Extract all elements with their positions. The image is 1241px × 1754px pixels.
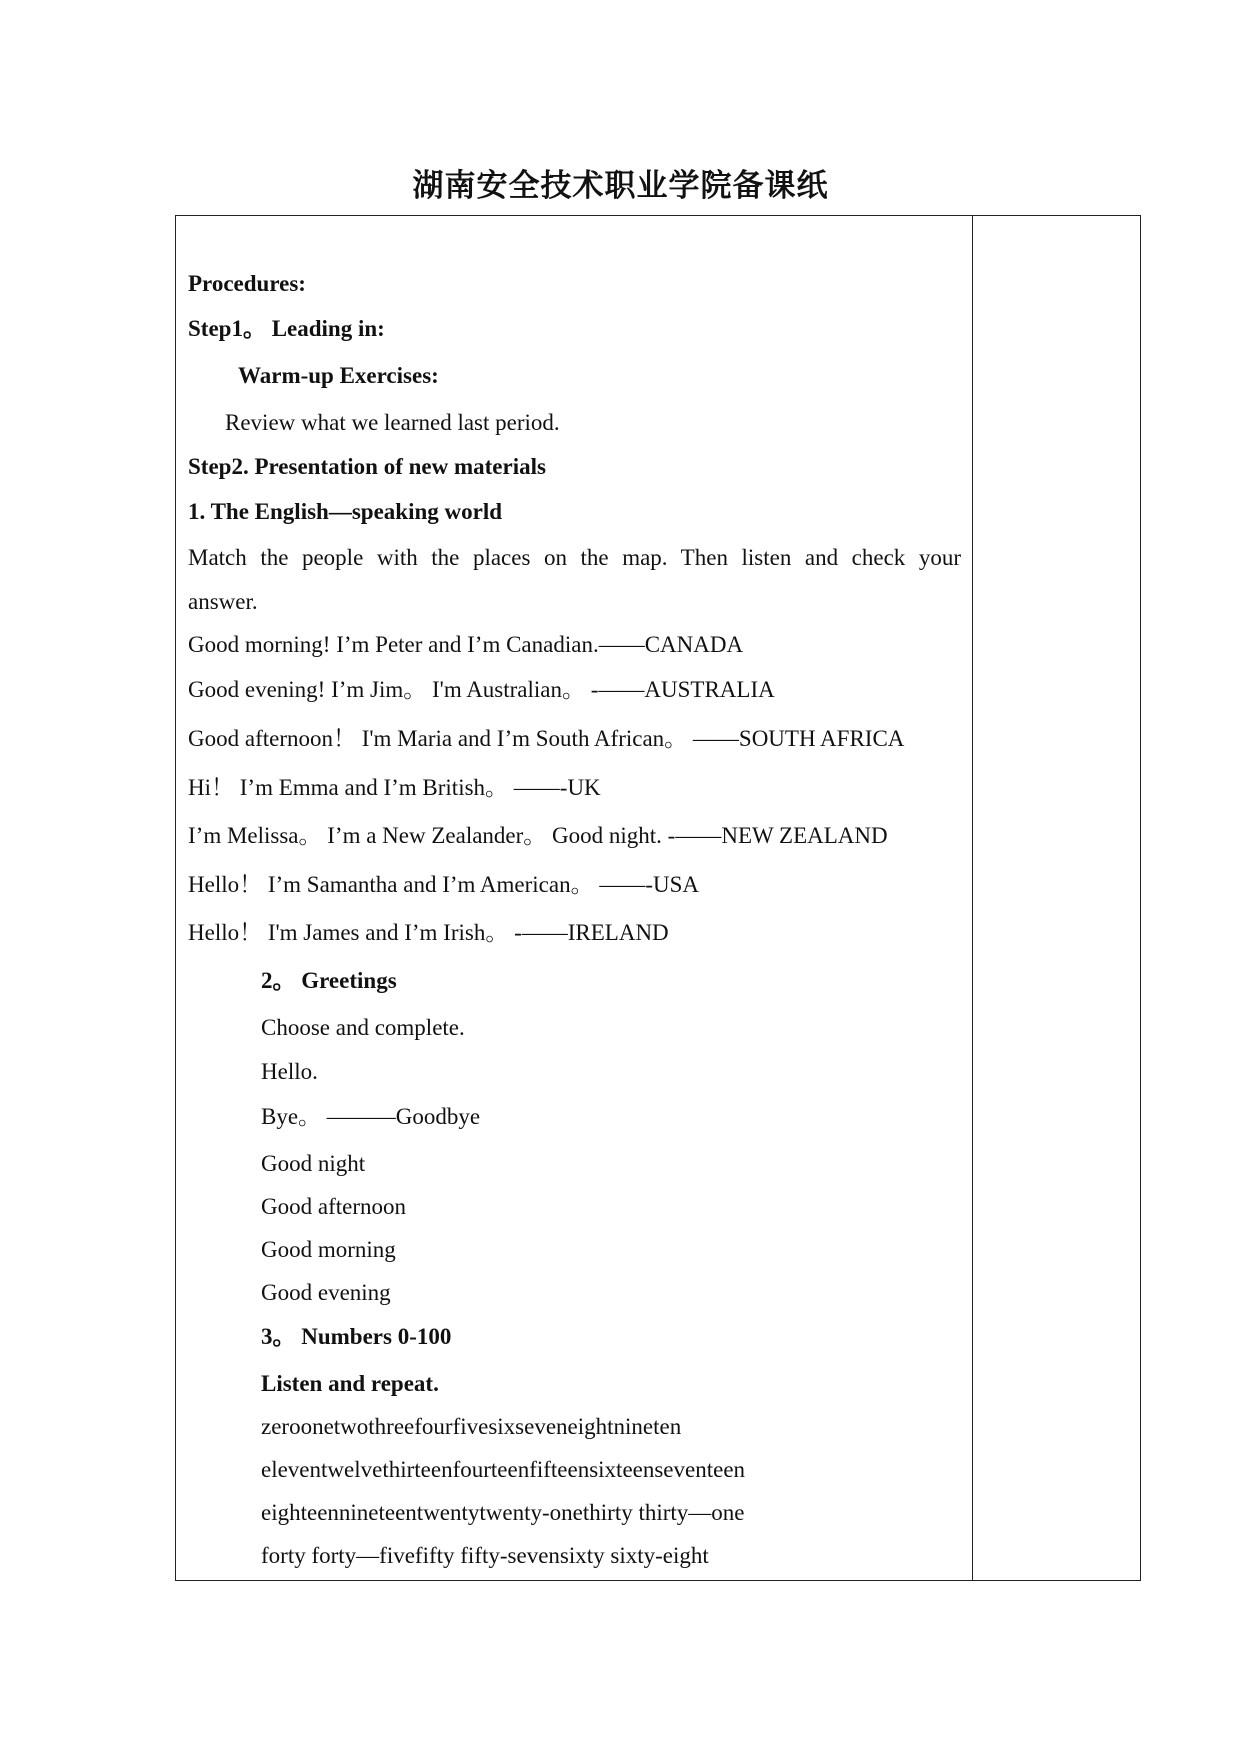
greeting-item: Good night: [261, 1151, 366, 1176]
example-sentence: Good afternoon！ I'm Maria and I’m South African。 ——SOUTH AFRICA: [188, 726, 905, 751]
step2-heading: Step2. Presentation of new materials: [188, 454, 546, 479]
section1-heading: 1. The English—speaking world: [188, 499, 503, 524]
numbers-line: forty forty—fivefifty fifty-sevensixty sixty-eight: [261, 1543, 709, 1568]
greeting-item: Good afternoon: [261, 1194, 406, 1219]
greeting-item: Hello.: [261, 1059, 318, 1084]
review-text: Review what we learned last period.: [225, 410, 560, 435]
numbers-line: eighteennineteentwentytwenty-onethirty thirty—one: [261, 1500, 745, 1525]
example-sentence: Hello！ I'm James and I’m Irish。 -——IRELAND: [188, 920, 669, 945]
numbers-line: eleventwelvethirteenfourteenfifteensixteenseventeen: [261, 1457, 746, 1482]
choose-instruction: Choose and complete.: [261, 1015, 465, 1040]
listen-instruction: Listen and repeat.: [261, 1371, 439, 1396]
section2-heading: 2。 Greetings: [261, 968, 397, 993]
numbers-line: zeroonetwothreefourfivesixseveneightnineten: [261, 1414, 682, 1439]
example-sentence: Hello！ I’m Samantha and I’m American。 ——-USA: [188, 872, 699, 897]
match-instruction: Match the people with the places on the map. Then listen and check your: [188, 545, 961, 570]
step1-heading: Step1。 Leading in:: [188, 316, 385, 341]
greeting-item: Bye。 ———Goodbye: [261, 1104, 481, 1129]
table-column-divider: [972, 215, 973, 1581]
page-title: 湖南安全技术职业学院备课纸: [412, 168, 829, 204]
greeting-item: Good evening: [261, 1280, 391, 1305]
warmup-heading: Warm-up Exercises:: [238, 363, 439, 388]
example-sentence: Hi！ I’m Emma and I’m British。 ——-UK: [188, 775, 601, 800]
match-instruction-continued: answer.: [188, 589, 258, 614]
example-sentence: Good evening! I’m Jim。 I'm Australian。 -——AUSTRALIA: [188, 677, 775, 702]
example-sentence: Good morning! I’m Peter and I’m Canadian.——CANADA: [188, 632, 744, 657]
greeting-item: Good morning: [261, 1237, 396, 1262]
section3-heading: 3。 Numbers 0-100: [261, 1324, 452, 1349]
procedures-heading: Procedures:: [188, 271, 306, 296]
example-sentence: I’m Melissa。 I’m a New Zealander。 Good night. -——NEW ZEALAND: [188, 823, 888, 848]
